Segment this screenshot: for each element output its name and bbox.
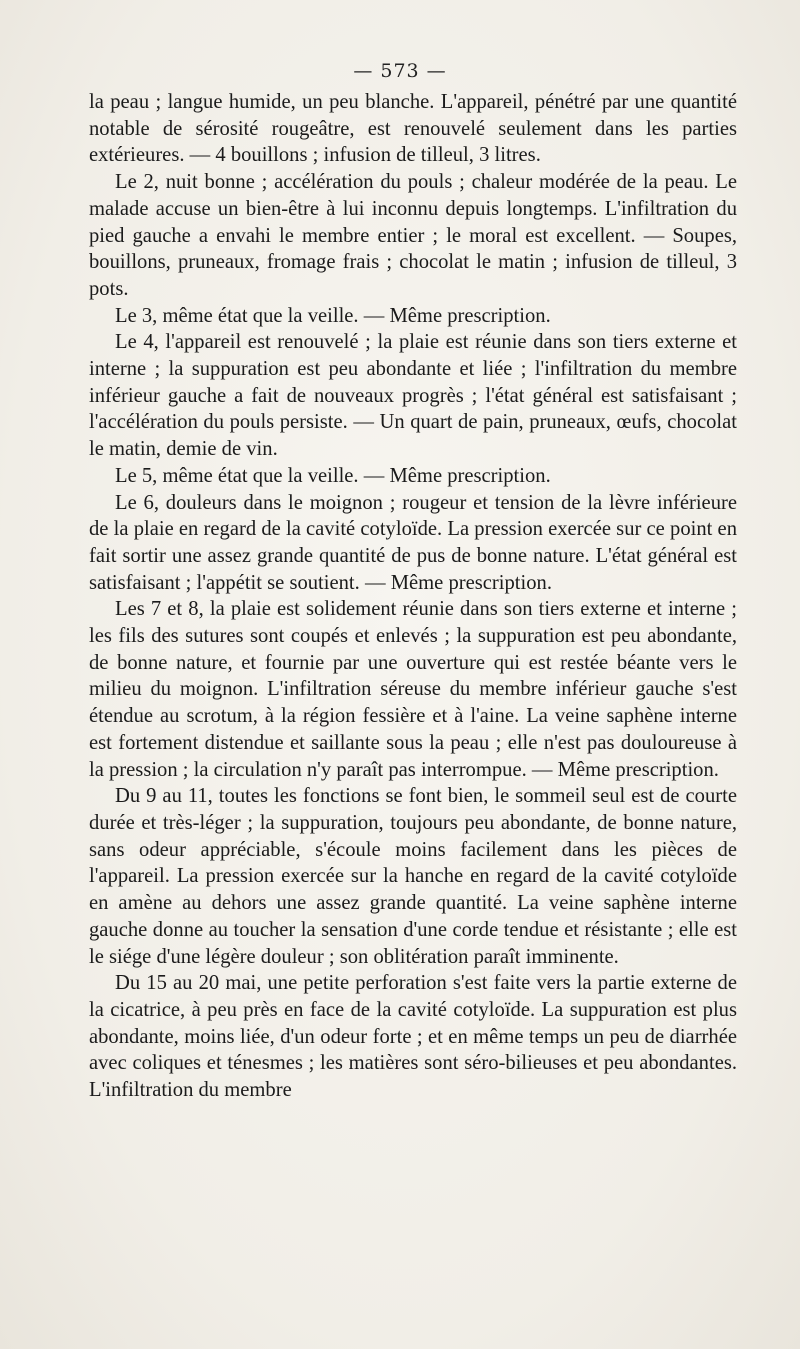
paragraph-days-15-20: Du 15 au 20 mai, une petite perforation s'est faite vers la partie externe de la cicatrice, à peu près en face de la cavité cotyloïde. La suppuration est plus abondante, moins liée, d'un odeur forte ; et en même temps un peu de diarrhée avec coliques et ténesmes ; les matières sont séro-bilieuses et peu abondantes. L'infiltration du membre: [89, 972, 737, 1102]
paragraph-day-2: Le 2, nuit bonne ; accélération du pouls ; chaleur modérée de la peau. Le malade accuse un bien-être à lui inconnu depuis longtemps. L'infiltration du pied gauche a envahi le membre entier ; le moral est excellent. — Soupes, bouillons, pruneaux, fromage frais ; chocolat le matin ; infusion de tilleul, 3 pots.: [89, 171, 737, 300]
paragraph-day-6: Le 6, douleurs dans le moignon ; rougeur et tension de la lèvre inférieure de la plaie en regard de la cavité cotyloïde. La pression exercée sur ce point en fait sortir une assez grande quantité de pus de bonne nature. L'état général est satisfaisant ; l'appétit se soutient. — Même prescription.: [89, 491, 737, 594]
paragraph-days-9-11: Du 9 au 11, toutes les fonctions se font bien, le sommeil seul est de courte durée et très-léger ; la suppuration, toujours peu abondante, de bonne nature, sans odeur appréciable, s'écoule moins facilement dans les pièces de l'appareil. La pression exercée sur la hanche en regard de la cavité cotyloïde en amène au dehors une assez grande quantité. La veine saphène interne gauche donne au toucher la sensation d'une corde tendue et résistante ; elle est le siége d'une légère douleur ; son oblitération paraît imminente.: [89, 785, 737, 968]
paragraph-continued: la peau ; langue humide, un peu blanche. L'appareil, pénétré par une quantité notable de sérosité rougeâtre, est renouvelé seulement dans les parties extérieures. — 4 bouillons ; infusion de tilleul, 3 litres.: [89, 91, 737, 167]
page-number: — 573 —: [353, 60, 447, 82]
paragraph-days-7-8: Les 7 et 8, la plaie est solidement réunie dans son tiers externe et interne ; les fils des sutures sont coupés et enlevés ; la suppuration est peu abondante, de bonne nature, et fournie par une ouverture qui est restée béante vers le milieu du moignon. L'infiltration séreuse du membre inférieur gauche s'est étendue au scrotum, à la région fessière et à l'aine. La veine saphène interne est fortement distendue et saillante sous la peau ; elle n'est pas douloureuse à la pression ; la circulation n'y paraît pas interrompue. — Même prescription.: [89, 598, 737, 781]
body-text: [89, 89, 737, 1104]
paragraph-day-3: Le 3, même état que la veille. — Même prescription.: [115, 304, 551, 327]
paragraph-day-4: Le 4, l'appareil est renouvelé ; la plaie est réunie dans son tiers externe et interne ; la suppuration est peu abondante et liée ; l'infiltration du membre inférieur gauche a fait de nouveaux progrès ; l'état général est satisfaisant ; l'accélération du pouls persiste. — Un quart de pain, pruneaux, œufs, chocolat le matin, demie de vin.: [89, 331, 737, 461]
paragraph-day-5: Le 5, même état que la veille. — Même prescription.: [115, 464, 551, 487]
